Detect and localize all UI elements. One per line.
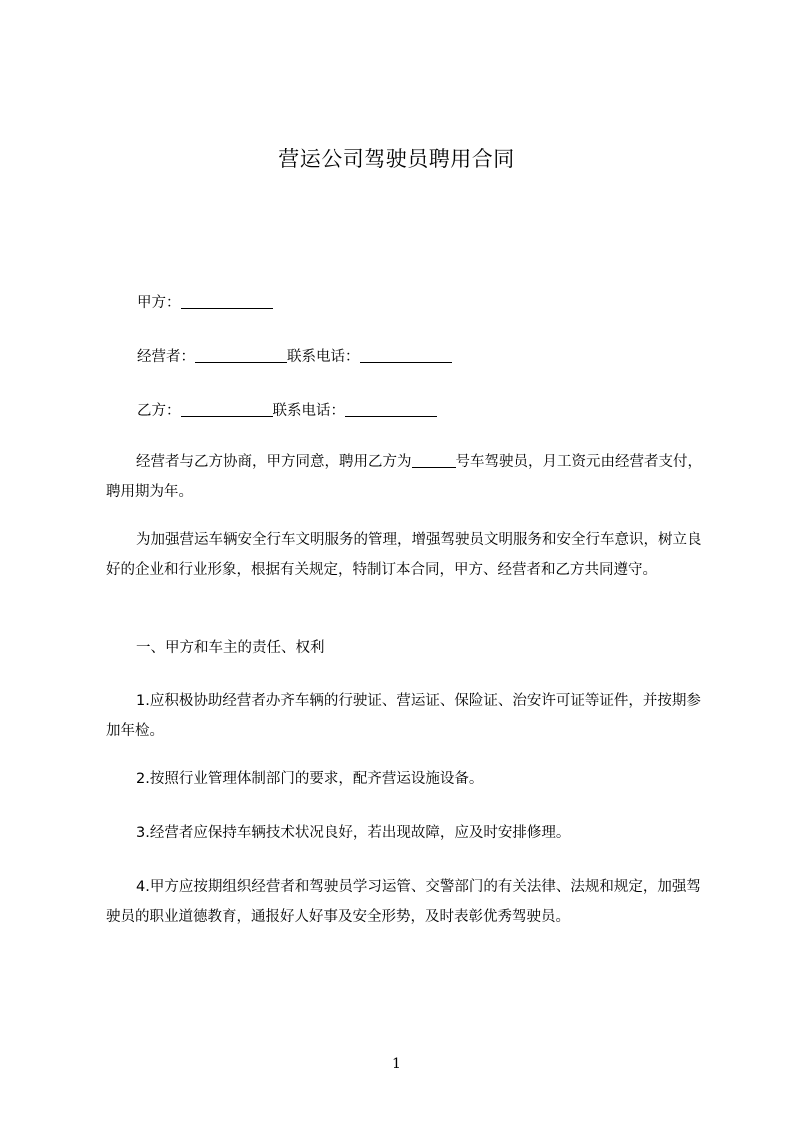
party-b-label: 乙方：	[137, 403, 181, 419]
party-a-label: 甲方：	[137, 295, 181, 311]
clause-1: 1.应积极协助经营者办齐车辆的行驶证、营运证、保险证、治安许可证等证件，并按期参加年检。	[106, 693, 701, 739]
operator-phone-blank	[360, 348, 452, 363]
party-b-line	[137, 399, 437, 420]
paragraph-hire	[106, 447, 706, 507]
party-a-line	[137, 291, 273, 312]
clause-3: 3.经营者应保持车辆技术状况良好，若出现故障，应及时安排修理。	[136, 825, 571, 841]
paragraph-hire-part2: 号车驾驶员，月工资元由经营者支付，聘用期为年。	[106, 454, 702, 500]
party-a-blank	[181, 294, 273, 309]
clause-4: 4.甲方应按期组织经营者和驾驶员学习运管、交警部门的有关法律、法规和规定，加强驾驶员的职业道德教育，通报好人好事及安全形势，及时表彰优秀驾驶员。	[106, 879, 701, 925]
operator-phone-label: 联系电话：	[287, 349, 360, 365]
party-b-phone-blank	[345, 402, 437, 417]
party-b-phone-label: 联系电话：	[272, 403, 345, 419]
section-heading-1: 一、甲方和车主的责任、权利	[136, 640, 325, 656]
paragraph-hire-part1: 经营者与乙方协商，甲方同意，聘用乙方为	[136, 454, 412, 470]
car-number-blank	[412, 453, 456, 468]
document-title: 营运公司驾驶员聘用合同	[278, 147, 515, 171]
operator-line	[137, 345, 452, 366]
operator-label: 经营者：	[137, 349, 195, 365]
operator-blank	[195, 348, 287, 363]
party-b-blank	[181, 402, 273, 417]
page-number: 1	[392, 1056, 401, 1072]
clause-2: 2.按照行业管理体制部门的要求，配齐营运设施设备。	[136, 771, 484, 787]
paragraph-purpose: 为加强营运车辆安全行车文明服务的管理，增强驾驶员文明服务和安全行车意识，树立良好的企业和行业形象，根据有关规定，特制订本合同，甲方、经营者和乙方共同遵守。	[106, 532, 702, 578]
